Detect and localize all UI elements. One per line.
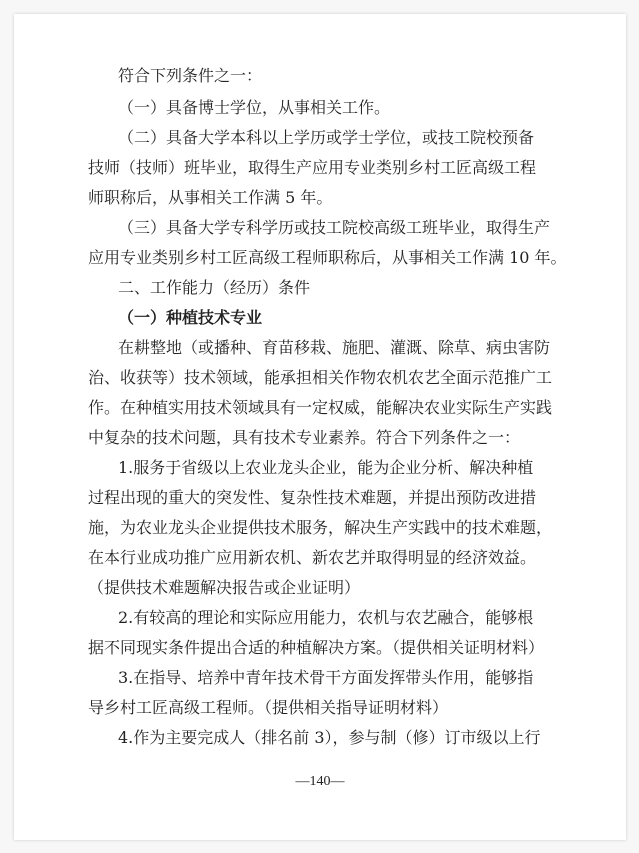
paragraph-line: 技师（技师）班毕业，取得生产应用专业类别乡村工匠高级工程	[88, 158, 537, 177]
paragraph-line: 导乡村工匠高级工程师。（提供相关指导证明材料）	[88, 698, 449, 717]
paragraph-line: 施，为农业龙头企业提供技术服务，解决生产实践中的技术难题，	[88, 518, 553, 537]
paragraph-line: 3.在指导、培养中青年技术骨干方面发挥带头作用，能够指	[118, 668, 534, 687]
paragraph-line: 据不同现实条件提出合适的种植解决方案。（提供相关证明材料）	[88, 638, 545, 657]
paragraph-line: 师职称后，从事相关工作满 5 年。	[88, 188, 333, 207]
paragraph-line: 2.有较高的理论和实际应用能力，农机与农艺融合，能够根	[118, 608, 534, 627]
paragraph-line: 过程出现的重大的突发性、复杂性技术难题，并提出预防改进措	[88, 488, 537, 507]
subsection-heading: （一）种植技术专业	[118, 308, 263, 327]
page-number: —140—	[295, 774, 345, 789]
paragraph-line: （提供技术难题解决报告或企业证明）	[88, 578, 361, 597]
paragraph-line: 中复杂的技术问题，具有技术专业素养。符合下列条件之一：	[88, 428, 521, 447]
paragraph-line: 符合下列条件之一：	[118, 66, 263, 85]
document-page	[14, 14, 626, 840]
paragraph-line: 1.服务于省级以上农业龙头企业，能为企业分析、解决种植	[118, 458, 534, 477]
section-heading: 二、工作能力（经历）条件	[118, 278, 311, 297]
paragraph-line: （三）具备大学专科学历或技工院校高级工班毕业，取得生产	[118, 218, 551, 237]
paragraph-line: 在本行业成功推广应用新农机、新农艺并取得明显的经济效益。	[88, 548, 537, 567]
paragraph-line: 4.作为主要完成人（排名前 3），参与制（修）订市级以上行	[118, 728, 541, 747]
paragraph-line: 治、收获等）技术领域，能承担相关作物农机农艺全面示范推广工	[88, 368, 553, 387]
paragraph-line: （二）具备大学本科以上学历或学士学位，或技工院校预备	[118, 128, 535, 147]
paragraph-line: 应用专业类别乡村工匠高级工程师职称后，从事相关工作满 10 年。	[88, 248, 567, 267]
paragraph-line: 作。在种植实用技术领域具有一定权威，能解决农业实际生产实践	[88, 398, 553, 417]
paragraph-line: （一）具备博士学位，从事相关工作。	[118, 98, 391, 117]
paragraph-line: 在耕整地（或播种、育苗移栽、施肥、灌溉、除草、病虫害防	[118, 338, 551, 357]
